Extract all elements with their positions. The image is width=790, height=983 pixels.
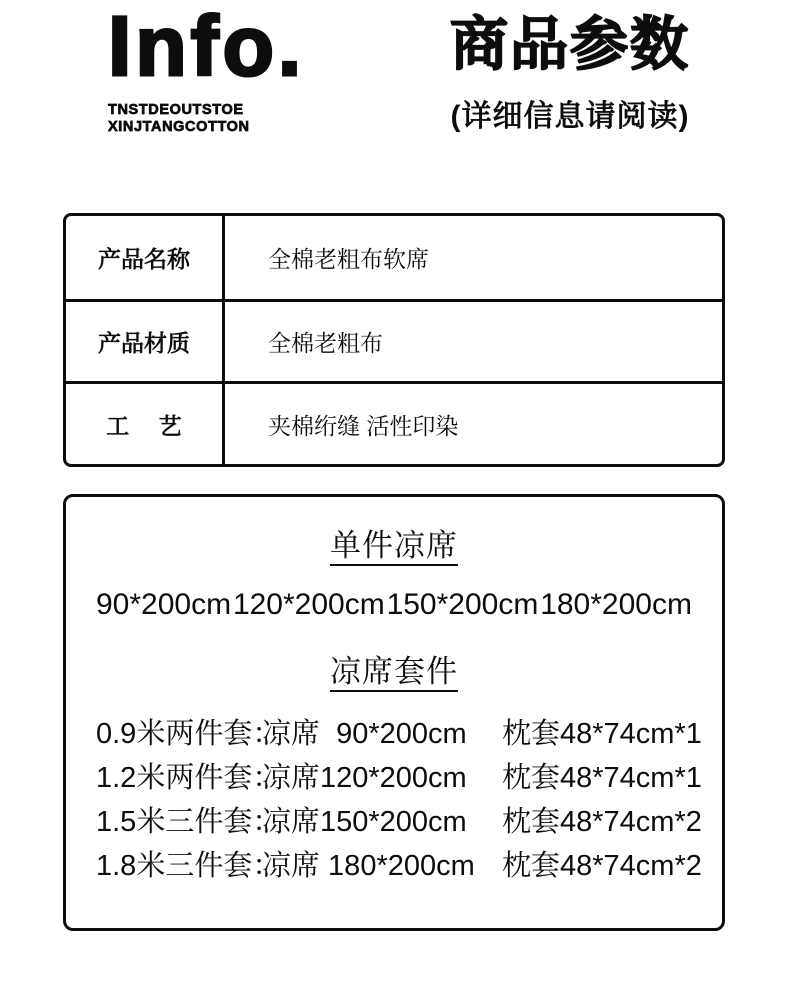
- logo-subtext-line1: TNSTDEOUTSTOE: [108, 102, 244, 118]
- single-size-120: 120*200cm: [232, 588, 385, 621]
- set-label: 0.9米两件套：: [96, 718, 282, 750]
- set-pillow-size: 枕套48*74cm*2: [502, 806, 702, 838]
- logo-subtext-line2: XINJTANGCOTTON: [108, 119, 250, 136]
- logo-subtext: [108, 102, 305, 137]
- spec-label-craft: 工 艺: [66, 384, 225, 464]
- spec-row-material: [66, 299, 722, 382]
- spec-label-product-name: 产品名称: [66, 216, 225, 299]
- logo-wordmark: Info.: [108, 0, 306, 93]
- single-size-90: 90*200cm: [96, 588, 232, 621]
- set-mat-size: 凉席120*200cm: [262, 762, 467, 794]
- spec-value-material: 全棉老粗布: [268, 329, 383, 356]
- set-row-1-5m: [96, 800, 702, 844]
- spec-row-craft: [66, 381, 722, 464]
- single-mat-heading: 单件凉席: [330, 528, 458, 563]
- set-pillow-size: 枕套48*74cm*2: [502, 850, 702, 882]
- title-block: [415, 12, 725, 135]
- set-pillow-size: 枕套48*74cm*1: [502, 718, 702, 750]
- set-label: 1.2米两件套：: [96, 762, 282, 794]
- set-label: 1.8米三件套：: [96, 850, 282, 882]
- set-pillow-size: 枕套48*74cm*1: [502, 762, 702, 794]
- single-mat-sizes: [96, 587, 692, 623]
- size-panel: [63, 494, 725, 931]
- single-size-180: 180*200cm: [540, 588, 692, 621]
- spec-label-material: 产品材质: [66, 302, 225, 382]
- spec-value-craft: 夹棉绗缝 活性印染: [268, 412, 459, 439]
- set-row-0-9m: [96, 712, 702, 756]
- set-row-1-8m: [96, 844, 702, 888]
- header: [0, 0, 790, 200]
- set-mat-size: 凉席 180*200cm: [262, 850, 475, 882]
- set-label: 1.5米三件套：: [96, 806, 282, 838]
- spec-value-product-name: 全棉老粗布软席: [268, 245, 429, 272]
- set-rows: [96, 712, 702, 888]
- set-mat-size: 凉席150*200cm: [262, 806, 467, 838]
- single-size-150: 150*200cm: [386, 588, 539, 621]
- set-heading: 凉席套件: [330, 654, 458, 689]
- spec-table: [63, 213, 725, 467]
- brand-logo: [108, 0, 306, 137]
- page-subtitle: (详细信息请阅读): [450, 99, 690, 133]
- spec-row-product-name: [66, 216, 722, 299]
- set-row-1-2m: [96, 756, 702, 800]
- set-mat-size: 凉席 90*200cm: [262, 718, 467, 750]
- page-title: 商品参数: [449, 12, 690, 77]
